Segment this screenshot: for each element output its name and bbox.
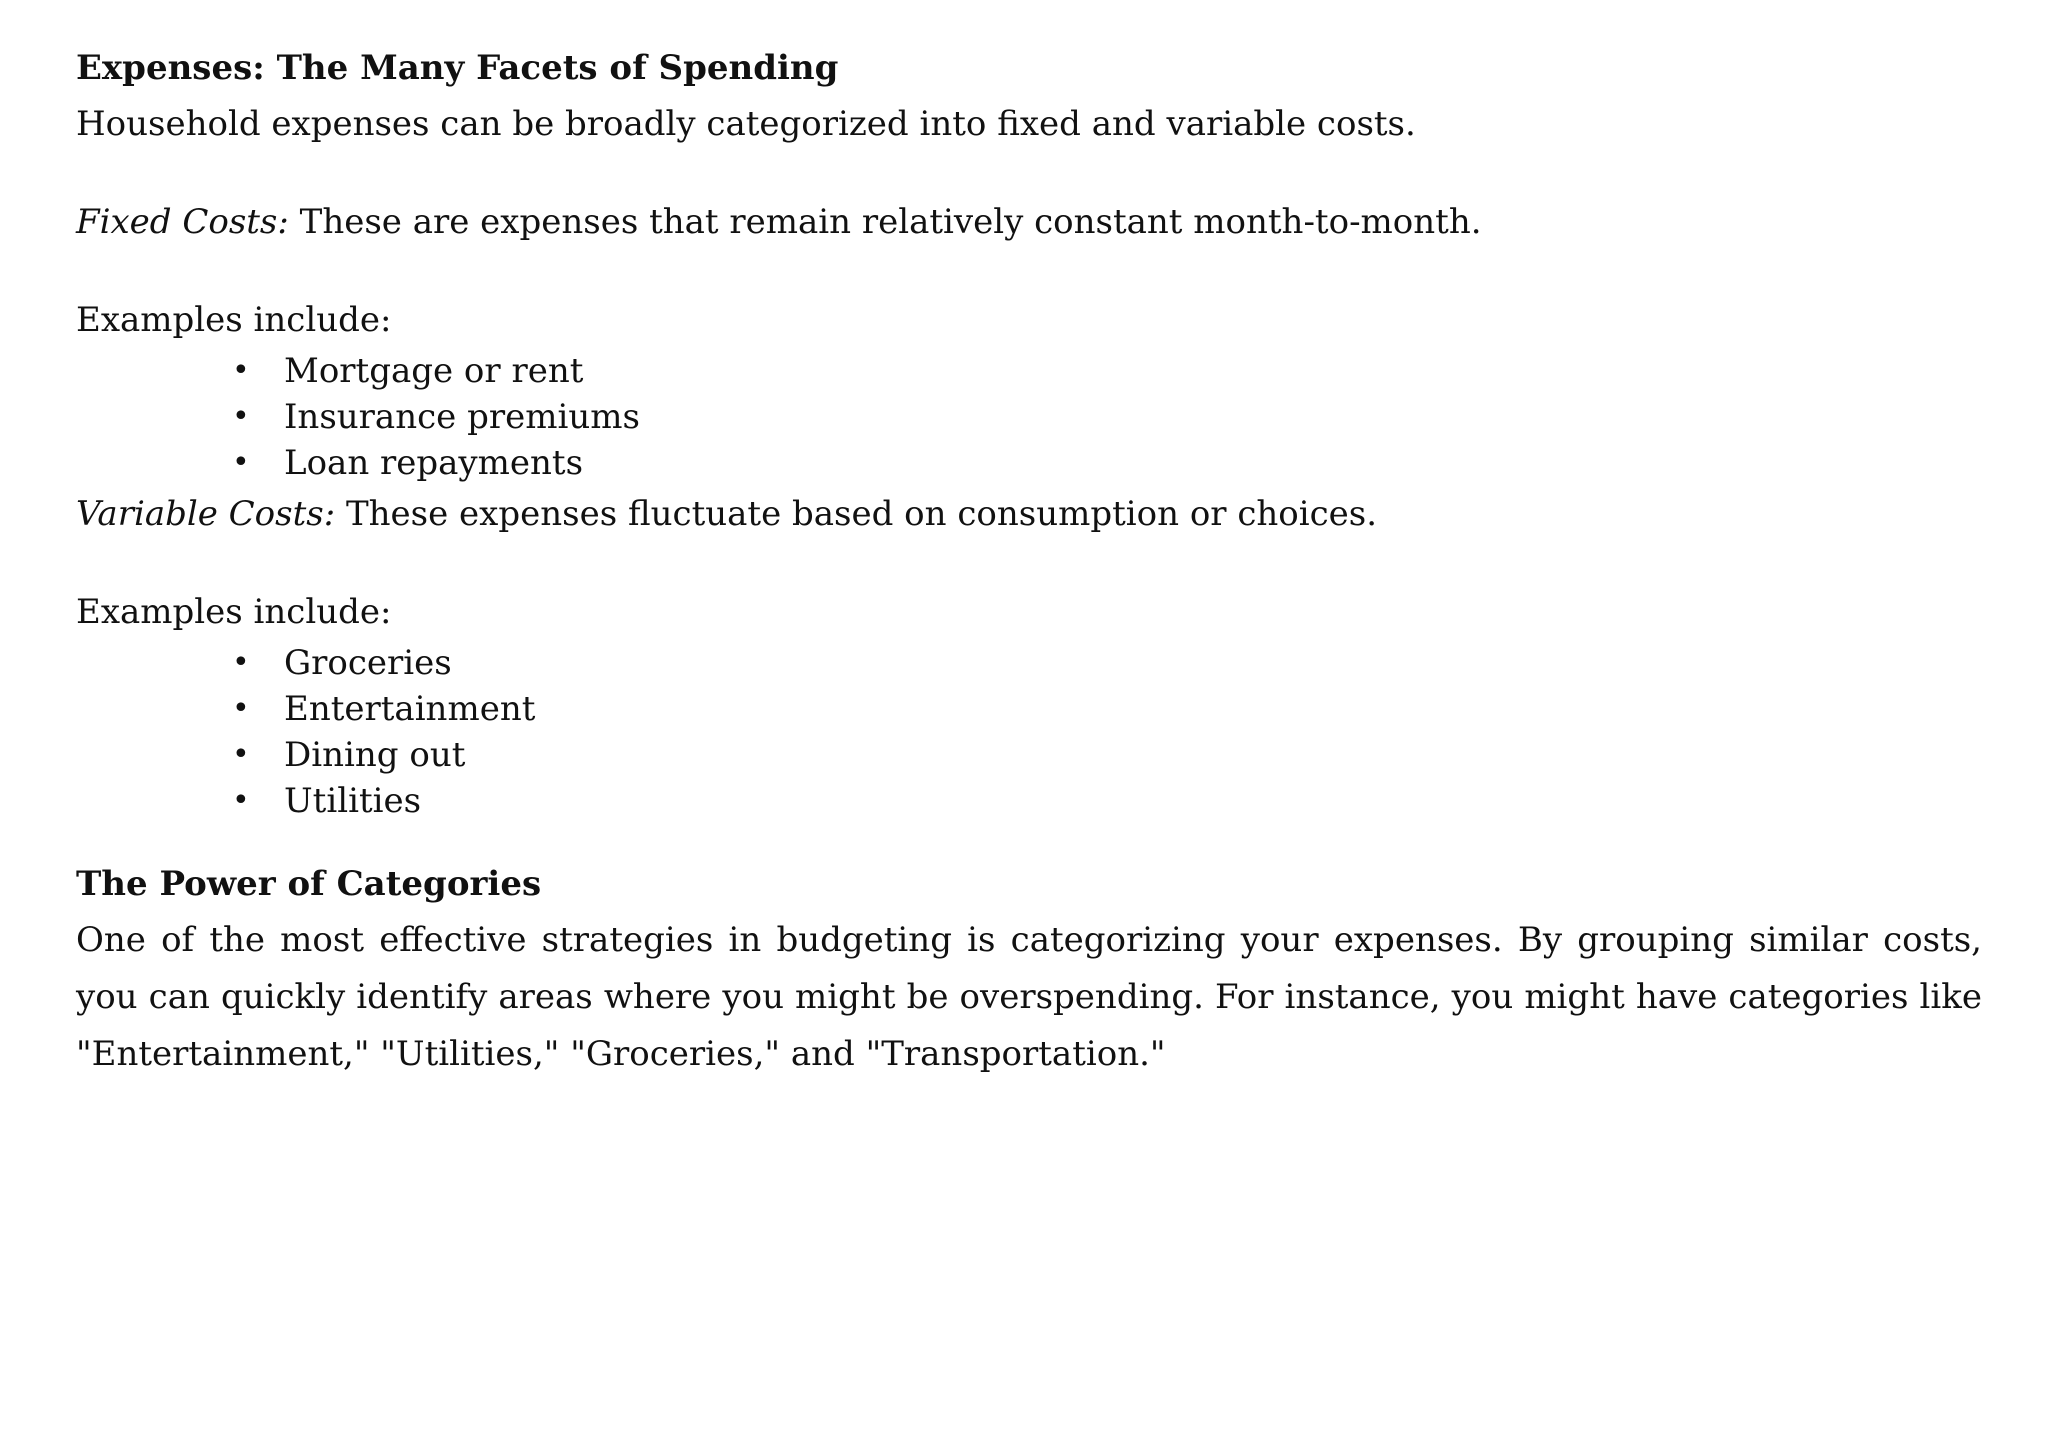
section-heading-categories: The Power of Categories (76, 864, 542, 904)
bullet-icon: • (232, 645, 250, 680)
bullet-icon: • (232, 783, 250, 818)
variable-costs-paragraph (76, 486, 1982, 542)
document-page (76, 40, 1982, 1083)
categories-paragraph: One of the most effective strategies in budgeting is categorizing your expenses. By grouping similar costs, you can quickly identify areas where you might be overspending. For instance, you might have categories like "Entertainment," "Utilities," "Groceries," and "Transportation." (76, 920, 1982, 1074)
variable-costs-label: Variable Costs: (76, 494, 336, 534)
fixed-costs-paragraph (76, 194, 1982, 250)
list-item: • Utilities (76, 778, 1982, 824)
bullet-icon: • (232, 737, 250, 772)
list-item: • Entertainment (76, 686, 1982, 732)
bullet-icon: • (232, 445, 250, 480)
bullet-icon: • (232, 691, 250, 726)
fixed-costs-label: Fixed Costs: (76, 202, 289, 242)
list-item: • Mortgage or rent (76, 348, 1982, 394)
intro-paragraph: Household expenses can be broadly categorized into fixed and variable costs. (76, 104, 1416, 144)
bullet-icon: • (232, 353, 250, 388)
section-heading-expenses: Expenses: The Many Facets of Spending (76, 48, 839, 88)
bullet-icon: • (232, 399, 250, 434)
fixed-costs-text: These are expenses that remain relatively constant month-to-month. (288, 202, 1482, 242)
variable-costs-list (76, 640, 1982, 824)
fixed-examples-label: Examples include: (76, 300, 392, 340)
list-item: • Dining out (76, 732, 1982, 778)
list-item: • Groceries (76, 640, 1982, 686)
variable-examples-label: Examples include: (76, 592, 392, 632)
list-item: • Loan repayments (76, 440, 1982, 486)
list-item: • Insurance premiums (76, 394, 1982, 440)
fixed-costs-list (76, 348, 1982, 486)
variable-costs-text: These expenses fluctuate based on consumption or choices. (335, 494, 1378, 534)
